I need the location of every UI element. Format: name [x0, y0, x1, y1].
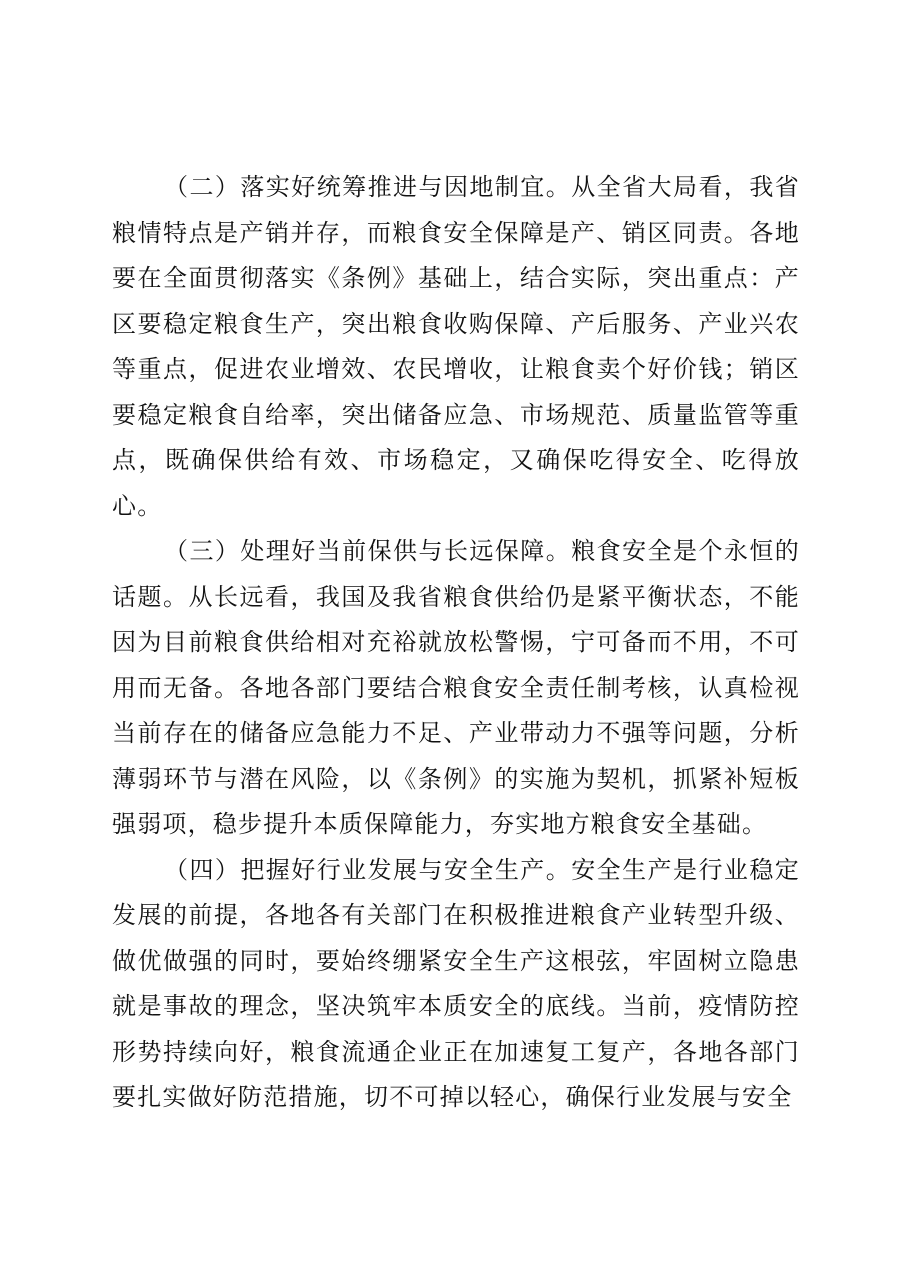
document-body [112, 165, 800, 1121]
paragraph-2: （二）落实好统筹推进与因地制宜。从全省大局看，我省粮情特点是产销并存，而粮食安全保障是产、销区同责。各地要在全面贯彻落实《条例》基础上，结合实际，突出重点：产区要稳定粮食生产，突出粮食收购保障、产后服务、产业兴农等重点，促进农业增效、农民增收，让粮食卖个好价钱；销区要稳定粮食自给率，突出储备应急、市场规范、质量监管等重点，既确保供给有效、市场稳定，又确保吃得安全、吃得放心。 [112, 173, 800, 520]
paragraph-3: （三）处理好当前保供与长远保障。粮食安全是个永恒的话题。从长远看，我国及我省粮食供给仍是紧平衡状态，不能因为目前粮食供给相对充裕就放松警惕，宁可备而不用，不可用而无备。各地各部门要结合粮食安全责任制考核，认真检视当前存在的储备应急能力不足、产业带动力不强等问题，分析薄弱环节与潜在风险，以《条例》的实施为契机，抓紧补短板强弱项，稳步提升本质保障能力，夯实地方粮食安全基础。 [112, 537, 800, 838]
paragraph-4: （四）把握好行业发展与安全生产。安全生产是行业稳定发展的前提，各地各有关部门在积极推进粮食产业转型升级、做优做强的同时，要始终绷紧安全生产这根弦，牢固树立隐患就是事故的理念，坚决筑牢本质安全的底线。当前，疫情防控形势持续向好，粮食流通企业正在加速复工复产，各地各部门要扎实做好防范措施，切不可掉以轻心，确保行业发展与安全 [112, 855, 800, 1111]
